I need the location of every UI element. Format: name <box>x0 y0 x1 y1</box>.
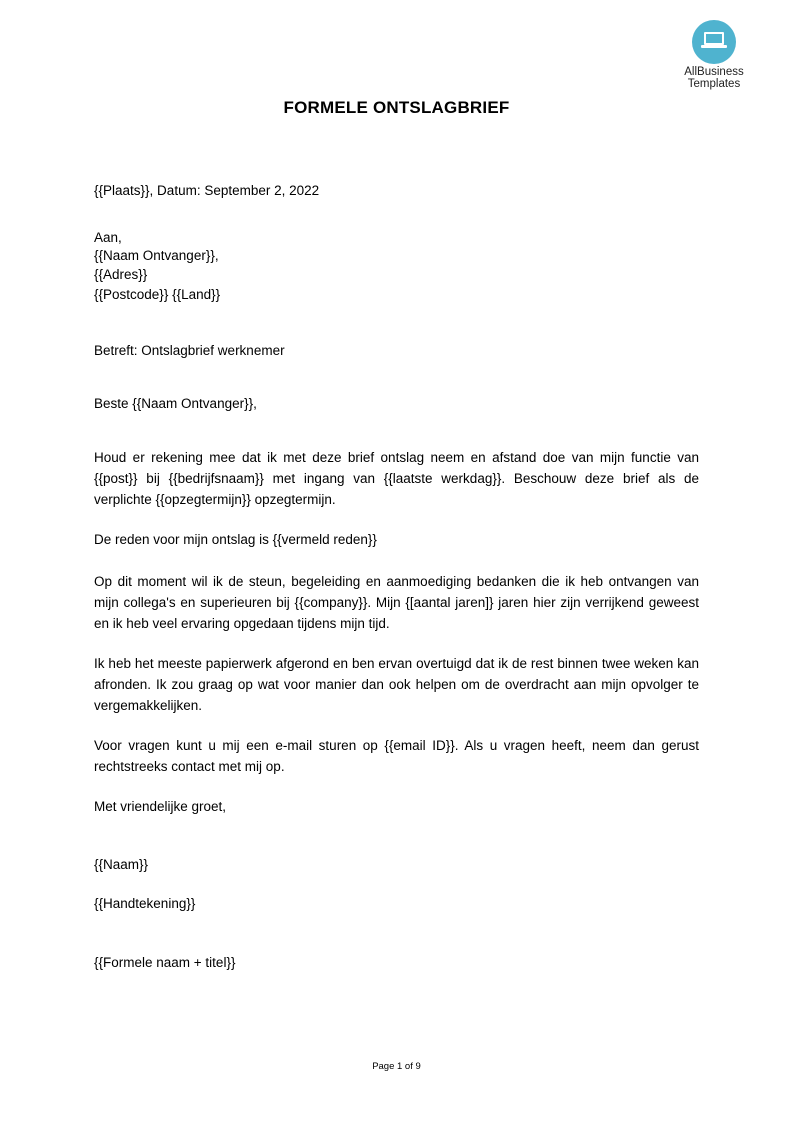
signature-name: {{Naam}} <box>94 857 149 872</box>
page-number: Page 1 of 9 <box>372 1061 421 1072</box>
address-street: {{Adres}} <box>94 267 148 282</box>
closing: Met vriendelijke groet, <box>94 799 227 814</box>
address-to: Aan, <box>94 230 122 245</box>
body-paragraph-1: Houd er rekening mee dat ik met deze brief ontslag neem en afstand doe van mijn functie van {{post}} bij {{bedrijfsnaam}} met ingang van {{laatste werkdag}}. Beschouw deze brief als de verplichte {{opzegtermijn}} opzegtermijn. <box>94 450 699 507</box>
logo-text-line1: AllBusiness <box>684 66 744 78</box>
logo-text-line2: Templates <box>687 78 741 90</box>
date-line: {{Plaats}}, Datum: September 2, 2022 <box>94 183 320 198</box>
laptop-icon <box>692 20 736 64</box>
greeting: Beste {{Naam Ontvanger}}, <box>94 396 257 411</box>
body-paragraph-2: De reden voor mijn ontslag is {{vermeld reden}} <box>94 532 377 547</box>
document-title: FORMELE ONTSLAGBRIEF <box>283 98 510 117</box>
body-paragraph-3: Op dit moment wil ik de steun, begeleiding en aanmoediging bedanken die ik heb ontvangen van mijn collega's en superieuren bij {{company}}. Mijn {[aantal jaren]} jaren hier zijn verrijkend geweest en ik heb veel ervaring opgedaan tijdens mijn tijd. <box>94 574 699 631</box>
subject-line: Betreft: Ontslagbrief werknemer <box>94 343 285 358</box>
signature-formal-name: {{Formele naam + titel}} <box>94 955 236 970</box>
body-paragraph-4: Ik heb het meeste papierwerk afgerond en ben ervan overtuigd dat ik de rest binnen twee weken kan afronden. Ik zou graag op wat voor manier dan ook helpen om de overdracht aan mijn opvolger te vergemakkelijken. <box>94 656 699 713</box>
address-recipient: {{Naam Ontvanger}}, <box>94 248 219 263</box>
signature-handtekening: {{Handtekening}} <box>94 896 196 911</box>
address-postcode-land: {{Postcode}} {{Land}} <box>94 287 221 302</box>
body-paragraph-5: Voor vragen kunt u mij een e-mail sturen op {{email ID}}. Als u vragen heeft, neem dan gerust rechtstreeks contact met mij op. <box>94 738 699 774</box>
allbusiness-templates-logo <box>676 20 752 90</box>
